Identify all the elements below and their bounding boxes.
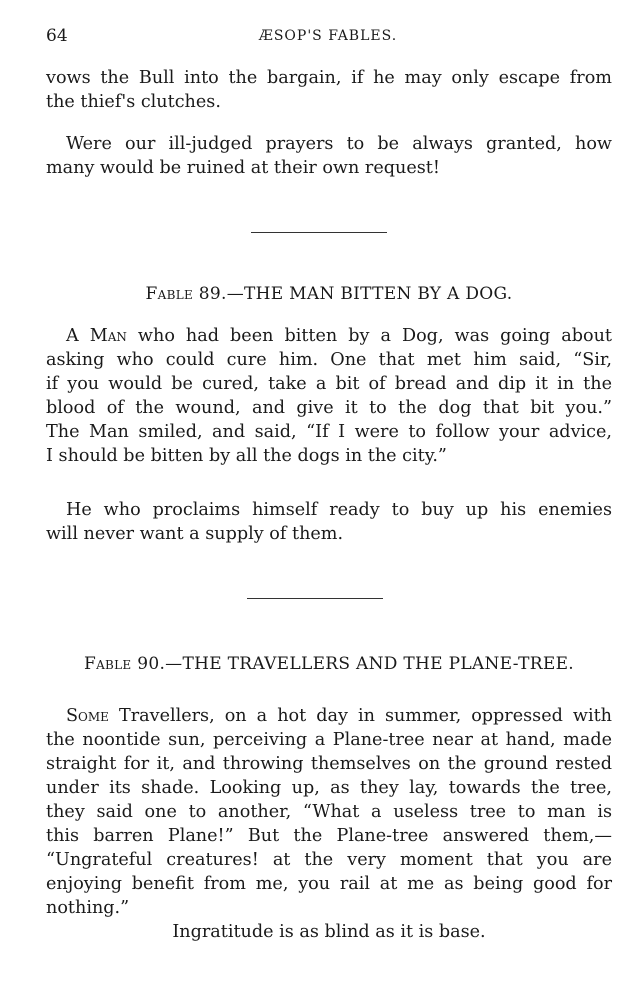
fable-90-heading: [46, 654, 612, 674]
text-line: He who proclaims himself ready to buy up his enemies: [66, 500, 612, 520]
text-line: many would be ruined at their own request!: [46, 158, 440, 178]
text-line: if you would be cured, take a bit of bread and dip it in the: [46, 374, 612, 394]
text-line: under its shade. Looking up, as they lay, towards the tree,: [46, 778, 612, 798]
text-line: straight for it, and throwing themselves on the ground rested: [46, 754, 612, 774]
text-line: [46, 704, 612, 728]
text-line: will never want a supply of them.: [46, 524, 344, 544]
fable-title: —THE MAN BITTEN BY A DOG.: [226, 284, 513, 304]
fable-89-moral: [46, 498, 612, 546]
fable-90-body: [46, 704, 612, 944]
text-line: asking who could cure him. One that met him said, “Sir,: [46, 350, 612, 370]
text-line: The Man smiled, and said, “If I were to follow your advice,: [46, 422, 612, 442]
fable-90-moral: Ingratitude is as blind as it is base.: [172, 922, 486, 942]
text-line: [46, 324, 612, 348]
text-line: Were our ill-judged prayers to be always granted, how: [66, 134, 612, 154]
running-head: [46, 26, 610, 48]
text-line: the noontide sun, perceiving a Plane-tree near at hand, made: [46, 730, 612, 750]
fable-label: Fable: [83, 654, 132, 674]
page-number: 64: [46, 26, 68, 46]
previous-fable-moral: [46, 132, 612, 180]
text-line-rest: who had been bitten by a Dog, was going about: [126, 326, 612, 346]
text-line: they said one to another, “What a useless tree to man is: [46, 802, 612, 822]
text-line: the thief's clutches.: [46, 92, 221, 112]
text-line: blood of the wound, and give it to the dog that bit you.”: [46, 398, 612, 418]
text-line: I should be bitten by all the dogs in the city.”: [46, 446, 447, 466]
fable-title: —THE TRAVELLERS AND THE PLANE-TREE.: [165, 654, 574, 674]
fable-89-body: [46, 324, 612, 468]
fable-label: Fable: [145, 284, 194, 304]
text-line: enjoying benefit from me, you rail at me as being good for: [46, 874, 612, 894]
fable-number: 90.: [137, 654, 166, 674]
lead-word: Some: [66, 706, 109, 726]
text-line: this barren Plane!” But the Plane-tree answered them,—: [46, 826, 612, 846]
text-line: “Ungrateful creatures! at the very moment that you are: [46, 850, 612, 870]
section-divider: [247, 598, 383, 599]
book-title: ÆSOP'S FABLES.: [258, 28, 398, 44]
text-line: vows the Bull into the bargain, if he may only escape from: [46, 68, 612, 88]
fable-89-heading: [46, 284, 612, 304]
text-line-rest: Travellers, on a hot day in summer, oppressed with: [108, 706, 612, 726]
section-divider: [251, 232, 387, 233]
fable-number: 89.: [198, 284, 227, 304]
lead-word: A Man: [66, 326, 127, 346]
text-line: nothing.”: [46, 898, 130, 918]
previous-fable-ending: [46, 66, 612, 114]
